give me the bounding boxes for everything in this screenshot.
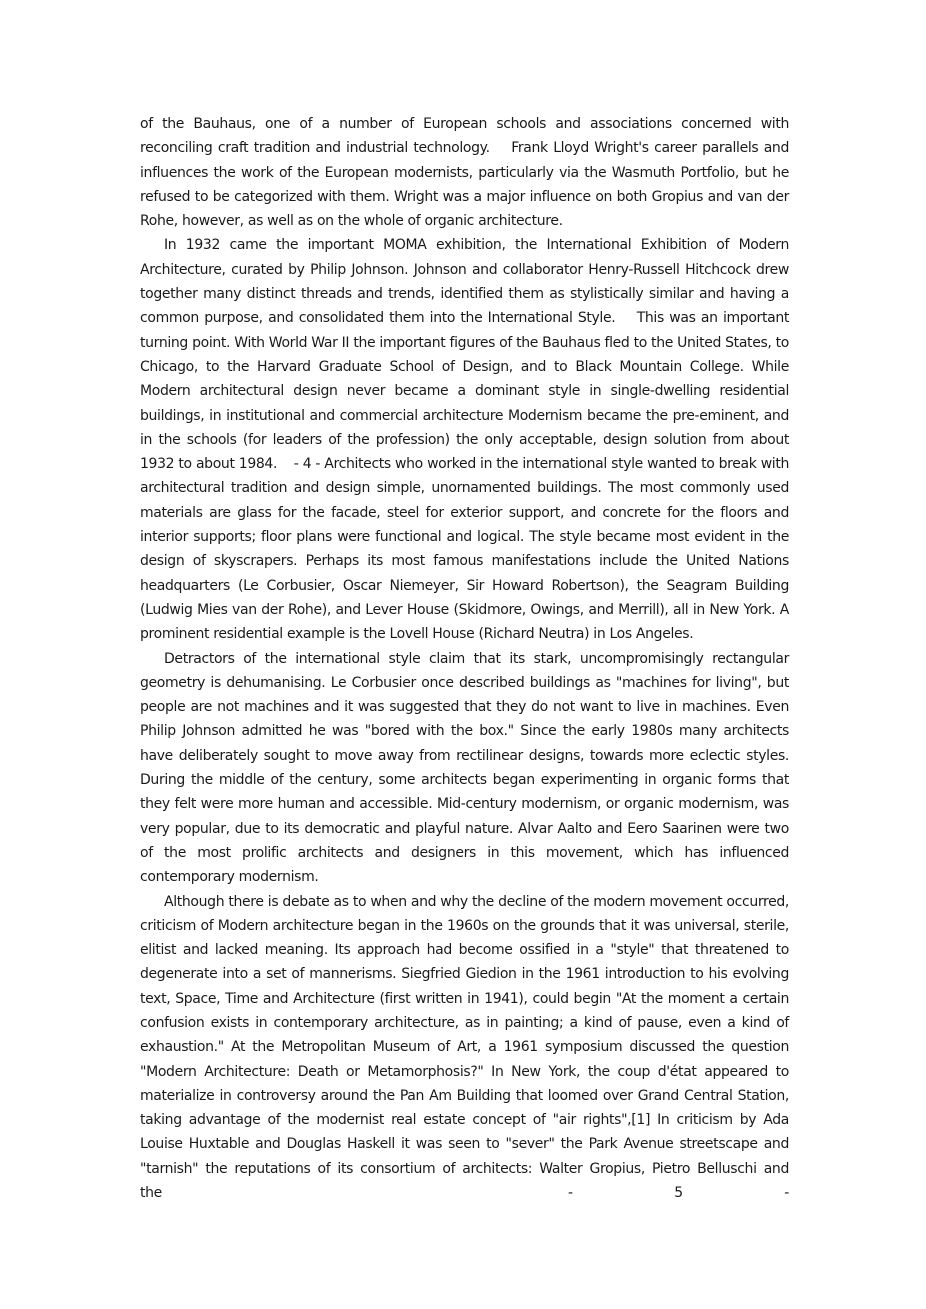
paragraph-decline: Although there is debate as to when and why the decline of the modern movement occurred, criticism of Modern architecture began in the 1960s on the grounds that it was universal, sterile, elitist and lacked meaning. Its approach had become ossified in a "style" that threatened to degenerate into a set of mannerisms. Siegfried Giedion in the 1961 introduction to his evolving text, Space, Time and Architecture (first written in 1941), could begin "At the moment a certain confusion exists in contemporary architecture, as in painting; a kind of pause, even a kind of exhaustion." At the Metropolitan Museum of Art, a 1961 symposium discussed the question "Modern Architecture: Death or Metamorphosis?" In New York, the coup d'état appeared to materialize in controversy around the Pan Am Building that loomed over Grand Central Station, taking advantage of the modernist real estate concept of "air rights",[1] In criticism by Ada Louise Huxtable and Douglas Haskell it was seen to "sever" the Park Avenue streetscape and "tarnish" the reputations of its consortium of architects: Walter Gropius, Pietro Belluschi and the - 5 - bbox=[140, 893, 789, 1202]
paragraph-detractors: Detractors of the international style claim that its stark, uncompromisingly rectangular geometry is dehumanising. Le Corbusier once described buildings as "machines for living", but people are not machines and it was suggested that they do not want to live in machines. Even Philip Johnson admitted he was "bored with the box." Since the early 1980s many architects have deliberately sought to move away from rectilinear designs, towards more eclectic styles. During the middle of the century, some architects began experimenting in organic forms that they felt were more human and accessible. Mid-century modernism, or organic modernism, was very popular, due to its democratic and playful nature. Alvar Aalto and Eero Saarinen were two of the most prolific architects and designers in this movement, which has influenced contemporary modernism. bbox=[140, 650, 789, 886]
paragraph-bauhaus-wright: of the Bauhaus, one of a number of European schools and associations concerned with reconciling craft tradition and industrial technology. Frank Lloyd Wright's career parallels and influences the work of the European modernists, particularly via the Wasmuth Portfolio, but he refused to be categorized with them. Wright was a major influence on both Gropius and van der Rohe, however, as well as on the whole of organic architecture. bbox=[140, 116, 789, 230]
document-page bbox=[140, 112, 789, 1205]
paragraph-international-style: In 1932 came the important MOMA exhibition, the International Exhibition of Modern Architecture, curated by Philip Johnson. Johnson and collaborator Henry-Russell Hitchcock drew together many distinct threads and trends, identified them as stylistically similar and having a common purpose, and consolidated them into the International Style. This was an important turning point. With World War II the important figures of the Bauhaus fled to the United States, to Chicago, to the Harvard Graduate School of Design, and to Black Mountain College. While Modern architectural design never became a dominant style in single-dwelling residential buildings, in institutional and commercial architecture Modernism became the pre-eminent, and in the schools (for leaders of the profession) the only acceptable, design solution from about 1932 to about 1984. - 4 - Architects who worked in the international style wanted to break with architectural tradition and design simple, unornamented buildings. The most commonly used materials are glass for the facade, steel for exterior support, and concrete for the floors and interior supports; floor plans were functional and logical. The style became most evident in the design of skyscrapers. Perhaps its most famous manifestations include the United Nations headquarters (Le Corbusier, Oscar Niemeyer, Sir Howard Robertson), the Seagram Building (Ludwig Mies van der Rohe), and Lever House (Skidmore, Owings, and Merrill), all in New York. A prominent residential example is the Lovell House (Richard Neutra) in Los Angeles. bbox=[140, 237, 789, 643]
